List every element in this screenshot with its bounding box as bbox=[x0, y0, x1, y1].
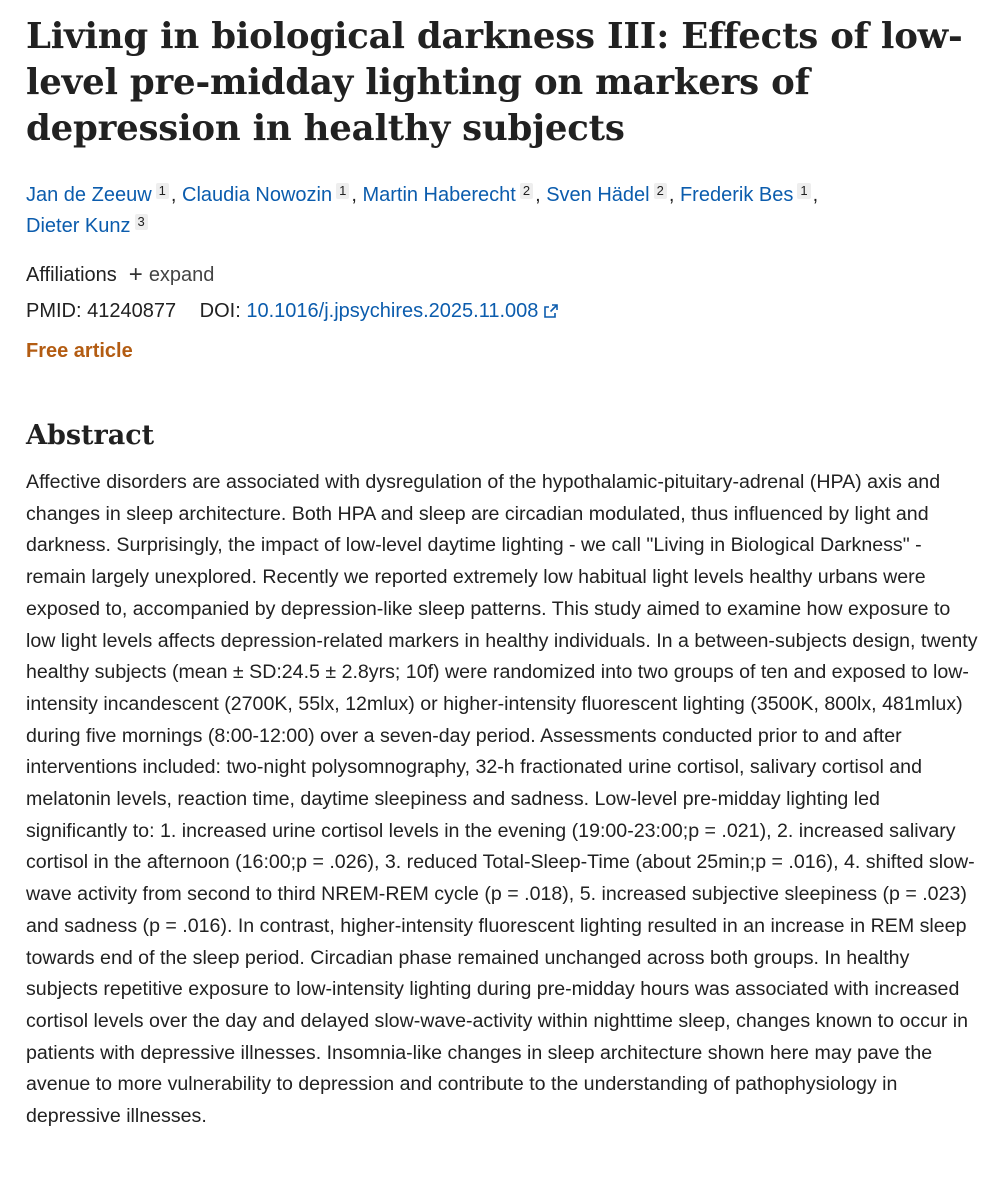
author-link[interactable]: Frederik Bes bbox=[679, 184, 794, 206]
author-link[interactable]: Claudia Nowozin bbox=[182, 184, 333, 206]
pmid-label: PMID: bbox=[26, 300, 82, 322]
pmid-value: 41240877 bbox=[87, 300, 177, 322]
author-list: Jan de Zeeuw 1 , Claudia Nowozin 1 , Martin Haberecht 2 , Sven Hädel 2 , Frederik Bes 1 , Dieter Kunz 3 bbox=[26, 183, 819, 237]
affiliations-expand-button[interactable] bbox=[129, 260, 215, 290]
doi-label: DOI: bbox=[199, 300, 241, 322]
article-title: Living in biological darkness III: Effects of low-level pre-midday lighting on markers of depression in healthy subjects bbox=[26, 16, 963, 149]
abstract-text: Affective disorders are associated with dysregulation of the hypothalamic-pituitary-adrenal (HPA) axis and changes in sleep architecture. Both HPA and sleep are circadian modulated, thus influenced by light and darkness. Surprisingly, the impact of low-level daytime lighting - we call "Living in Biological Darkness" - remain largely unexplored. Recently we reported extremely low habitual light levels healthy urbans were exposed to, accompanied by depression-like sleep patterns. This study aimed to examine how exposure to low light levels affects depression-related markers in healthy individuals. In a between-subjects design, twenty healthy subjects (mean ± SD:24.5 ± 2.8yrs; 10f) were randomized into two groups of ten and exposed to low-intensity incandescent (2700K, 55lx, 12mlux) or higher-intensity fluorescent lighting (3500K, 800lx, 481mlux) during five mornings (8:00-12:00) over a seven-day period. Assessments conducted prior to and after interventions included: two-night polysomnography, 32-h fractionated urine cortisol, salivary cortisol and melatonin levels, reaction time, daytime sleepiness and sadness. Low-level pre-midday lighting led significantly to: 1. increased urine cortisol levels in the evening (19:00-23:00;p = .021), 2. increased salivary cortisol in the afternoon (16:00;p = .026), 3. reduced Total-Sleep-Time (about 25min;p = .016), 4. shifted slow-wave activity from second to third NREM-REM cycle (p = .018), 5. increased subjective sleepiness (p = .023) and sadness (p = .016). In contrast, higher-intensity fluorescent lighting resulted in an increase in REM sleep towards end of the sleep period. Circadian phase remained unchanged across both groups. In healthy subjects repetitive exposure to low-intensity lighting during pre-midday hours was associated with increased cortisol levels over the day and delayed slow-wave-activity within nighttime sleep, changes known to occur in patients with depressive illnesses. Insomnia-like changes in sleep architecture shown here may pave the avenue to more vulnerability to depression and contribute to the understanding of pathophysiology in depressive illnesses. bbox=[26, 471, 978, 1128]
affiliation-marker[interactable]: 3 bbox=[135, 214, 148, 230]
external-link-icon bbox=[543, 298, 559, 328]
abstract-heading: Abstract bbox=[26, 420, 155, 451]
plus-icon: + bbox=[128, 261, 143, 288]
doi-value: 10.1016/j.jpsychires.2025.11.008 bbox=[246, 300, 539, 322]
free-article-badge: Free article bbox=[26, 340, 133, 362]
affiliation-marker[interactable]: 1 bbox=[797, 183, 810, 199]
doi-link[interactable] bbox=[246, 300, 559, 322]
affiliations-label: Affiliations bbox=[26, 264, 117, 286]
author-link[interactable]: Dieter Kunz bbox=[26, 215, 131, 237]
affiliation-marker[interactable]: 2 bbox=[520, 183, 533, 199]
author-link[interactable]: Sven Hädel bbox=[546, 184, 650, 206]
author-link[interactable]: Jan de Zeeuw bbox=[26, 184, 152, 206]
identifiers-row bbox=[26, 296, 978, 328]
expand-label: expand bbox=[148, 264, 215, 286]
affiliations-row bbox=[26, 260, 978, 290]
affiliation-marker[interactable]: 1 bbox=[156, 183, 169, 199]
author-link[interactable]: Martin Haberecht bbox=[362, 184, 516, 206]
affiliation-marker[interactable]: 2 bbox=[654, 183, 667, 199]
affiliation-marker[interactable]: 1 bbox=[336, 183, 349, 199]
